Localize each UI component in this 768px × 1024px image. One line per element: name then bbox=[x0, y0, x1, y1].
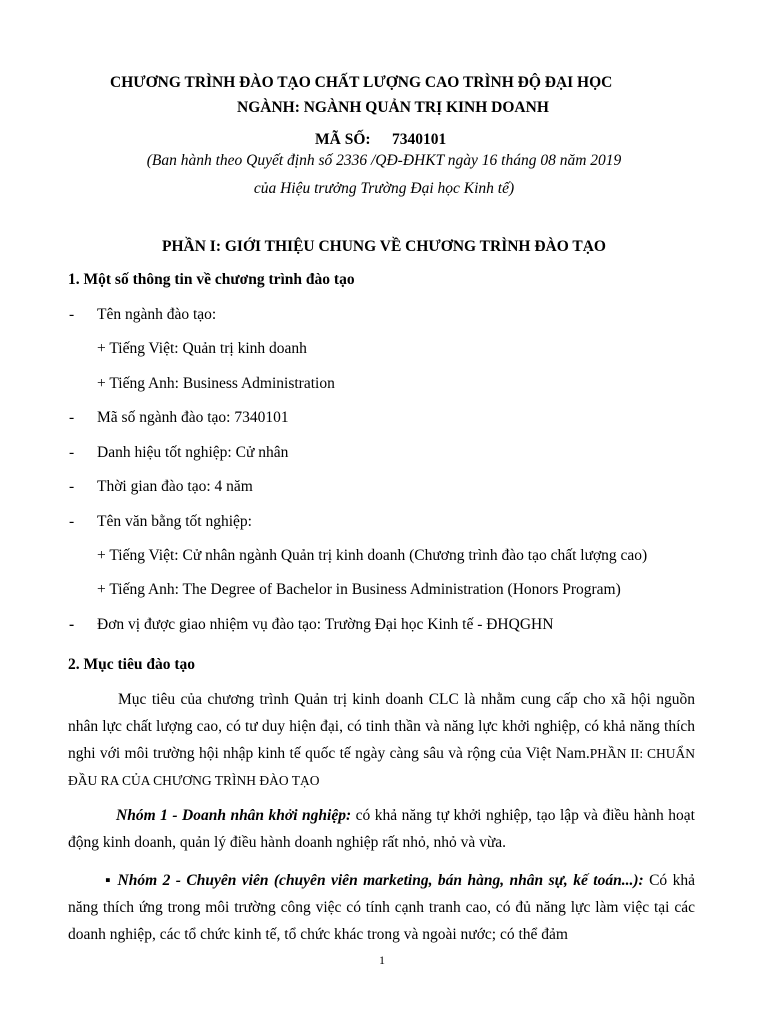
training-duration: Thời gian đào tạo: 4 năm bbox=[97, 478, 253, 495]
part2-inline-heading: PHẦN II: CHUẨN ĐẦU RA CỦA CHƯƠNG TRÌNH ĐÀO TẠO bbox=[68, 746, 696, 788]
dash-marker: - bbox=[69, 513, 75, 530]
code-value: 7340101 bbox=[392, 131, 447, 148]
dash-marker: - bbox=[69, 616, 75, 633]
dash-marker: - bbox=[69, 306, 75, 323]
square-bullet-icon: ▪ bbox=[105, 872, 113, 889]
major-name-en: + Tiếng Anh: Business Administration bbox=[97, 375, 335, 392]
group1-label: Nhóm 1 - Doanh nhân khởi nghiệp: bbox=[116, 807, 352, 824]
objective-text: Mục tiêu của chương trình Quản trị kinh doanh CLC là nhằm cung cấp cho xã hội nguồn nhân lực chất lượng cao, có tư duy hiện đại, có tinh thần và năng lực khởi nghiệp, có khả năng thích nghi với môi trường hội nhập kinh tế quốc tế ngày càng sâu và rộng của Việt Nam. bbox=[68, 691, 695, 762]
objective-paragraph bbox=[68, 686, 695, 794]
code-label: MÃ SỐ: bbox=[315, 131, 371, 148]
training-unit: Đơn vị được giao nhiệm vụ đào tạo: Trường Đại học Kinh tế - ĐHQGHN bbox=[97, 616, 554, 633]
page-number: 1 bbox=[379, 953, 385, 967]
dash-marker: - bbox=[69, 409, 75, 426]
section2-heading: 2. Mục tiêu đào tạo bbox=[68, 656, 196, 673]
group1-paragraph bbox=[68, 802, 695, 856]
group2-text: Có khả năng thích ứng trong môi trường công việc có tính cạnh tranh cao, có đủ năng lực làm việc tại các doanh nghiệp, các tổ chức kinh tế, tổ chức khác trong và ngoài nước; có thể đảm bbox=[68, 872, 696, 943]
major-title: NGÀNH: NGÀNH QUẢN TRỊ KINH DOANH bbox=[237, 99, 549, 116]
diploma-name-label: Tên văn bằng tốt nghiệp: bbox=[97, 513, 252, 530]
program-title: CHƯƠNG TRÌNH ĐÀO TẠO CHẤT LƯỢNG CAO TRÌNH ĐỘ ĐẠI HỌC bbox=[110, 74, 613, 91]
degree-title: Danh hiệu tốt nghiệp: Cử nhân bbox=[97, 444, 289, 461]
decree-line-1: (Ban hành theo Quyết định số 2336 /QĐ-ĐHKT ngày 16 tháng 08 năm 2019 bbox=[146, 152, 622, 169]
major-name-label: Tên ngành đào tạo: bbox=[97, 306, 217, 323]
major-code: Mã số ngành đào tạo: 7340101 bbox=[97, 409, 289, 426]
dash-marker: - bbox=[69, 478, 75, 495]
group2-label: Nhóm 2 - Chuyên viên (chuyên viên marketing, bán hàng, nhân sự, kế toán...): bbox=[117, 872, 644, 889]
decree-line-2: của Hiệu trưởng Trường Đại học Kinh tế) bbox=[253, 180, 515, 197]
group2-paragraph bbox=[68, 867, 695, 948]
part1-title: PHẦN I: GIỚI THIỆU CHUNG VỀ CHƯƠNG TRÌNH ĐÀO TẠO bbox=[162, 238, 606, 255]
major-name-vi: + Tiếng Việt: Quản trị kinh doanh bbox=[97, 340, 307, 357]
dash-marker: - bbox=[69, 444, 75, 461]
group1-text: có khả năng tự khởi nghiệp, tạo lập và điều hành hoạt động kinh doanh, quản lý điều hành doanh nghiệp rất nhỏ, nhỏ và vừa. bbox=[68, 807, 695, 851]
diploma-name-vi: + Tiếng Việt: Cử nhân ngành Quản trị kinh doanh (Chương trình đào tạo chất lượng cao) bbox=[97, 547, 648, 564]
section1-heading: 1. Một số thông tin về chương trình đào tạo bbox=[68, 271, 355, 288]
diploma-name-en: + Tiếng Anh: The Degree of Bachelor in Business Administration (Honors Program) bbox=[97, 581, 621, 598]
